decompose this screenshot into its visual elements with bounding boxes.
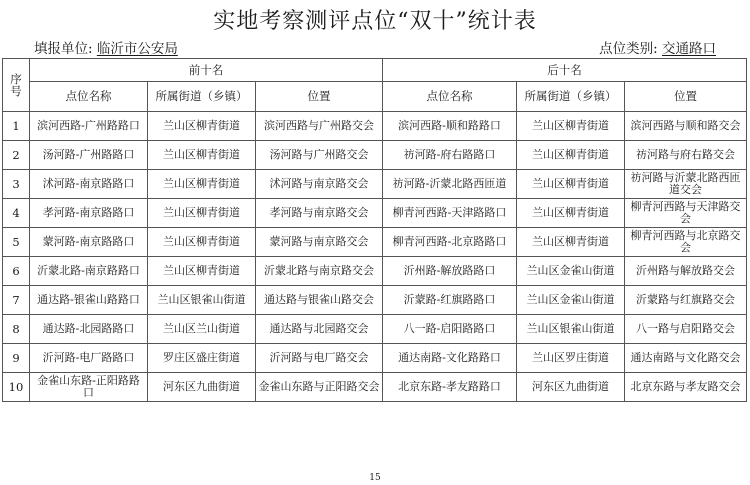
point-category-label: 点位类别: [599,41,658,57]
bottom-location-cell: 通达南路与文化路交会 [625,344,747,373]
table-row [3,344,747,373]
seq-cell: 6 [3,257,30,286]
bottom-street-cell: 兰山区罗庄街道 [517,344,625,373]
top-location-cell: 沂河路与电厂路交会 [256,344,383,373]
table-row [3,141,747,170]
bottom-location-cell: 滨河西路与顺和路交会 [625,112,747,141]
top-street-cell: 兰山区柳青街道 [148,170,256,199]
seq-cell: 7 [3,286,30,315]
bottom-location-cell: 柳青河西路与天津路交会 [625,199,747,228]
table-row [3,373,747,402]
top-name-cell: 通达路-银雀山路路口 [30,286,148,315]
top-location-cell: 汤河路与广州路交会 [256,141,383,170]
reporting-unit [34,37,178,57]
bottom-name-cell: 柳青河西路-天津路路口 [383,199,517,228]
seq-cell: 1 [3,112,30,141]
seq-cell: 9 [3,344,30,373]
bottom-street-cell: 兰山区柳青街道 [517,228,625,257]
seq-cell: 10 [3,373,30,402]
bottom-street-cell: 河东区九曲街道 [517,373,625,402]
top-street-cell: 兰山区柳青街道 [148,141,256,170]
top-col-street: 所属街道（乡镇） [148,82,256,112]
bottom-street-cell: 兰山区金雀山街道 [517,286,625,315]
bottom-name-cell: 祊河路-沂蒙北路西匝道 [383,170,517,199]
top-name-cell: 金雀山东路-正阳路路口 [30,373,148,402]
bottom-name-cell: 通达南路-文化路路口 [383,344,517,373]
bottom-street-cell: 兰山区柳青街道 [517,199,625,228]
point-category [599,37,716,57]
point-category-value: 交通路口 [662,41,716,57]
top-name-cell: 孝河路-南京路路口 [30,199,148,228]
seq-cell: 5 [3,228,30,257]
bottom-ten-header: 后十名 [383,59,747,82]
bottom-name-cell: 八一路-启阳路路口 [383,315,517,344]
seq-header: 序号 [3,59,30,112]
top-name-cell: 沂蒙北路-南京路路口 [30,257,148,286]
top-location-cell: 孝河路与南京路交会 [256,199,383,228]
statistics-table [2,58,747,402]
bottom-name-cell: 沂州路-解放路路口 [383,257,517,286]
top-location-cell: 金雀山东路与正阳路交会 [256,373,383,402]
top-street-cell: 兰山区柳青街道 [148,112,256,141]
top-name-cell: 沂河路-电厂路路口 [30,344,148,373]
top-location-cell: 滨河西路与广州路交会 [256,112,383,141]
table-row [3,112,747,141]
reporting-unit-value: 临沂市公安局 [96,41,178,57]
top-name-cell: 汤河路-广州路路口 [30,141,148,170]
bottom-name-cell: 柳青河西路-北京路路口 [383,228,517,257]
top-street-cell: 兰山区银雀山街道 [148,286,256,315]
bottom-location-cell: 祊河路与沂蒙北路西匝道交会 [625,170,747,199]
bottom-street-cell: 兰山区金雀山街道 [517,257,625,286]
top-name-cell: 滨河西路-广州路路口 [30,112,148,141]
top-street-cell: 兰山区柳青街道 [148,228,256,257]
page-title: 实地考察测评点位“双十”统计表 [213,9,537,34]
bottom-col-name: 点位名称 [383,82,517,112]
top-location-cell: 沭河路与南京路交会 [256,170,383,199]
seq-cell: 4 [3,199,30,228]
bottom-location-cell: 沂州路与解放路交会 [625,257,747,286]
bottom-location-cell: 沂蒙路与红旗路交会 [625,286,747,315]
seq-cell: 2 [3,141,30,170]
top-name-cell: 通达路-北园路路口 [30,315,148,344]
bottom-location-cell: 祊河路与府右路交会 [625,141,747,170]
top-street-cell: 兰山区兰山街道 [148,315,256,344]
top-name-cell: 沭河路-南京路路口 [30,170,148,199]
bottom-street-cell: 兰山区柳青街道 [517,170,625,199]
table-row [3,286,747,315]
top-street-cell: 河东区九曲街道 [148,373,256,402]
table-row [3,228,747,257]
top-location-cell: 沂蒙北路与南京路交会 [256,257,383,286]
seq-cell: 8 [3,315,30,344]
reporting-unit-label: 填报单位: [34,41,93,57]
bottom-street-cell: 兰山区柳青街道 [517,112,625,141]
seq-cell: 3 [3,170,30,199]
table-row [3,170,747,199]
bottom-name-cell: 沂蒙路-红旗路路口 [383,286,517,315]
top-ten-header: 前十名 [30,59,383,82]
bottom-location-cell: 北京东路与孝友路交会 [625,373,747,402]
top-name-cell: 蒙河路-南京路路口 [30,228,148,257]
bottom-street-cell: 兰山区柳青街道 [517,141,625,170]
top-street-cell: 兰山区柳青街道 [148,257,256,286]
table-row [3,199,747,228]
bottom-location-cell: 八一路与启阳路交会 [625,315,747,344]
table-body [3,112,747,402]
table-row [3,257,747,286]
top-street-cell: 兰山区柳青街道 [148,199,256,228]
bottom-name-cell: 祊河路-府右路路口 [383,141,517,170]
top-location-cell: 通达路与北园路交会 [256,315,383,344]
top-street-cell: 罗庄区盛庄街道 [148,344,256,373]
top-col-location: 位置 [256,82,383,112]
bottom-name-cell: 滨河西路-顺和路路口 [383,112,517,141]
top-location-cell: 通达路与银雀山路交会 [256,286,383,315]
bottom-street-cell: 兰山区银雀山街道 [517,315,625,344]
table-row [3,315,747,344]
top-location-cell: 蒙河路与南京路交会 [256,228,383,257]
top-col-name: 点位名称 [30,82,148,112]
page-number: 15 [369,473,381,483]
bottom-col-street: 所属街道（乡镇） [517,82,625,112]
bottom-col-location: 位置 [625,82,747,112]
bottom-name-cell: 北京东路-孝友路路口 [383,373,517,402]
bottom-location-cell: 柳青河西路与北京路交会 [625,228,747,257]
